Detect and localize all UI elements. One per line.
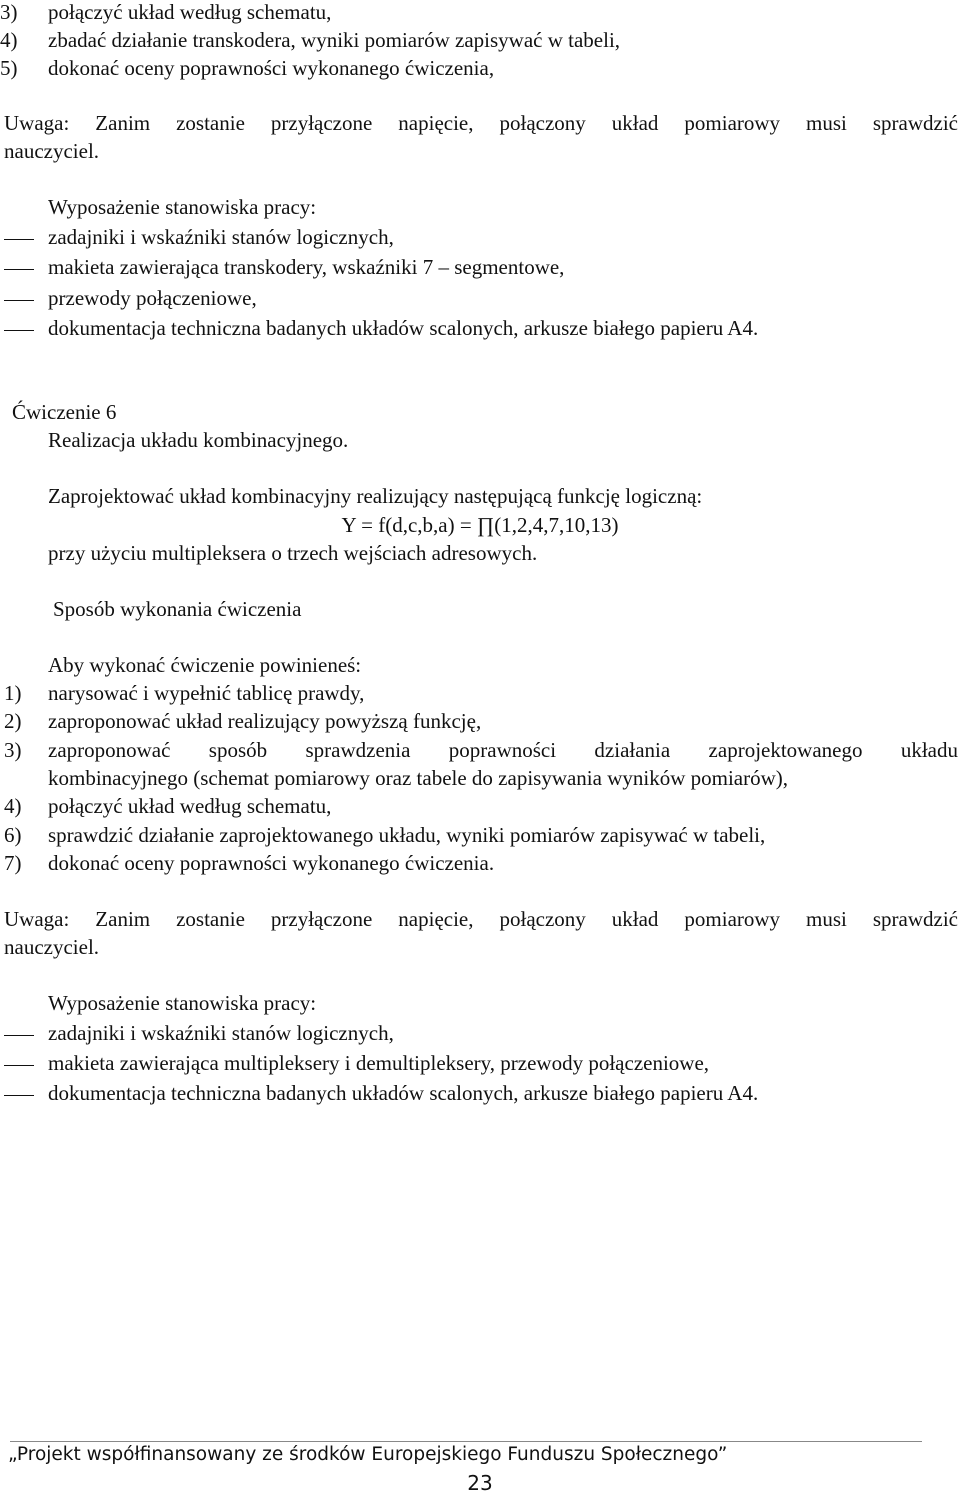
page-number: 23 (467, 1471, 493, 1495)
list-item: 3) połączyć układ według schematu, (0, 0, 332, 24)
formula: Y = f(d,c,b,a) = ∏(1,2,4,7,10,13) (341, 513, 619, 537)
equipment-item: makieta zawierająca multipleksery i demultipleksery, przewody połączeniowe, (48, 1051, 710, 1075)
equipment-item: przewody połączeniowe, (48, 286, 257, 310)
dash-bullet (4, 1065, 34, 1066)
footer-text: „Projekt współfinansowany ze środków Europejskiego Funduszu Społecznego” (8, 1444, 728, 1465)
note-line: nauczyciel. (4, 935, 100, 959)
equipment-item: zadajniki i wskaźniki stanów logicznych, (48, 225, 394, 249)
step-text: narysować i wypełnić tablicę prawdy, (48, 681, 365, 705)
step-text: sprawdzić działanie zaprojektowanego układu, wyniki pomiarów zapisywać w tabeli, (48, 823, 766, 847)
step-text-cont: kombinacyjnego (schemat pomiarowy oraz tabele do zapisywania wyników pomiarów), (48, 766, 789, 790)
exercise-heading: Ćwiczenie 6 (12, 400, 117, 424)
list-item-num: 4) (0, 28, 18, 52)
should-do-text: Aby wykonać ćwiczenie powinieneś: (48, 653, 362, 677)
step-num: 2) (4, 709, 22, 733)
equipment-title: Wyposażenie stanowiska pracy: (48, 991, 317, 1015)
method-heading: Sposób wykonania ćwiczenia (53, 597, 302, 621)
list-item (0, 54, 495, 82)
equipment-item: dokumentacja techniczna badanych układów scalonych, arkusze białego papieru A4. (48, 316, 759, 340)
footer-divider (10, 1441, 922, 1442)
task-text: Zaprojektować układ kombinacyjny realizujący następującą funkcję logiczną: (48, 484, 703, 508)
task-text: przy użyciu multipleksera o trzech wejściach adresowych. (48, 541, 538, 565)
step-text: połączyć układ według schematu, (48, 794, 332, 818)
step-text: dokonać oceny poprawności wykonanego ćwiczenia. (48, 851, 495, 875)
step-num: 1) (4, 681, 22, 705)
list-item-num: 5) (0, 56, 18, 80)
dash-bullet (4, 330, 34, 331)
equipment-item: zadajniki i wskaźniki stanów logicznych, (48, 1021, 394, 1045)
step-num: 7) (4, 851, 22, 875)
equipment-item: dokumentacja techniczna badanych układów scalonych, arkusze białego papieru A4. (48, 1081, 759, 1105)
step-text: zaproponować sposób sprawdzenia poprawności działania zaprojektowanego układu (48, 738, 958, 762)
list-item-text: połączyć układ według schematu, (48, 0, 332, 24)
equipment-title: Wyposażenie stanowiska pracy: (48, 195, 317, 219)
dash-bullet (4, 1035, 34, 1036)
step-num: 3) (4, 738, 22, 762)
step-text: zaproponować układ realizujący powyższą funkcję, (48, 709, 482, 733)
list-item-text: zbadać działanie transkodera, wyniki pomiarów zapisywać w tabeli, (48, 28, 621, 52)
note-line: nauczyciel. (4, 139, 100, 163)
exercise-subtitle: Realizacja układu kombinacyjnego. (48, 428, 349, 452)
equipment-item: makieta zawierająca transkodery, wskaźniki 7 – segmentowe, (48, 255, 565, 279)
dash-bullet (4, 1095, 34, 1096)
step-num: 6) (4, 823, 22, 847)
note-line: Uwaga: Zanim zostanie przyłączone napięcie, połączony układ pomiarowy musi sprawdzić (4, 907, 958, 931)
list-item-text: dokonać oceny poprawności wykonanego ćwiczenia, (48, 56, 495, 80)
note-line: Uwaga: Zanim zostanie przyłączone napięcie, połączony układ pomiarowy musi sprawdzić (4, 111, 958, 135)
step-num: 4) (4, 794, 22, 818)
dash-bullet (4, 300, 34, 301)
dash-bullet (4, 269, 34, 270)
dash-bullet (4, 239, 34, 240)
list-item (0, 26, 621, 54)
